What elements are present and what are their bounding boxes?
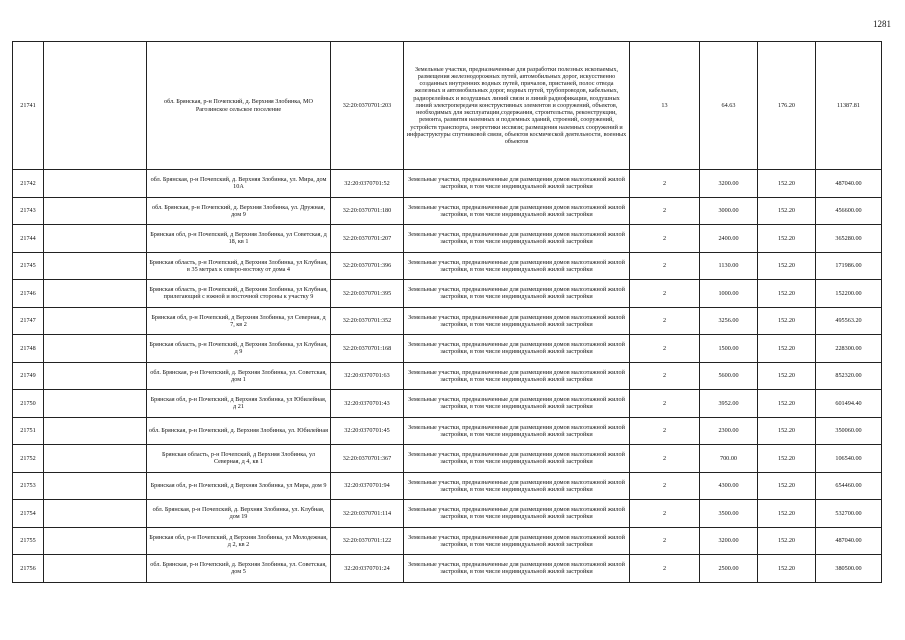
blank-cell [44, 390, 147, 418]
land-use-cell: Земельные участки, предназначенные для размещения домов малоэтажной жилой застройки, в том числе индивидуальной жилой застройки [404, 170, 630, 198]
area-cell: 64.63 [700, 42, 758, 170]
address-cell: обл. Брянская, р-н Почепский, д. Верхняя Злобинка, ул. Советская, дом 5 [147, 555, 331, 583]
land-use-cell: Земельные участки, предназначенные для размещения домов малоэтажной жилой застройки, в том числе индивидуальной жилой застройки [404, 555, 630, 583]
cadastral-value-cell: 228300.00 [816, 335, 882, 363]
table-row [13, 362, 882, 390]
cadastral-value-cell: 487040.00 [816, 170, 882, 198]
cadastral-value-cell: 106540.00 [816, 445, 882, 473]
cadastral-number-cell: 32:20:0370701:168 [331, 335, 404, 363]
rate-cell: 152.20 [758, 252, 816, 280]
rate-cell: 152.20 [758, 197, 816, 225]
blank-cell [44, 472, 147, 500]
area-cell: 1130.00 [700, 252, 758, 280]
use-code-cell: 2 [630, 225, 700, 253]
table-row [13, 390, 882, 418]
cadastral-number-cell: 32:20:0370701:203 [331, 42, 404, 170]
cadastral-value-cell: 532700.00 [816, 500, 882, 528]
area-cell: 3200.00 [700, 527, 758, 555]
cadastral-number-cell: 32:20:0370701:352 [331, 307, 404, 335]
cadastral-number-cell: 32:20:0370701:122 [331, 527, 404, 555]
use-code-cell: 2 [630, 362, 700, 390]
address-cell: Брянская обл, р-н Почепский, д Верхняя Злобинка, ул Молодежная, д 2, кв 2 [147, 527, 331, 555]
table-row [13, 445, 882, 473]
cadastral-number-cell: 32:20:0370701:24 [331, 555, 404, 583]
row-number-cell: 21741 [13, 42, 44, 170]
blank-cell [44, 197, 147, 225]
blank-cell [44, 417, 147, 445]
rate-cell: 152.20 [758, 500, 816, 528]
blank-cell [44, 307, 147, 335]
cadastral-number-cell: 32:20:0370701:396 [331, 252, 404, 280]
cadastral-value-cell: 11387.81 [816, 42, 882, 170]
address-cell: обл. Брянская, р-н Почепский, д. Верхняя Злобинка, ул. Клубная, дом 19 [147, 500, 331, 528]
cadastral-number-cell: 32:20:0370701:367 [331, 445, 404, 473]
use-code-cell: 2 [630, 472, 700, 500]
row-number-cell: 21746 [13, 280, 44, 308]
cadastral-value-cell: 852320.00 [816, 362, 882, 390]
cadastral-value-cell: 171986.00 [816, 252, 882, 280]
rate-cell: 152.20 [758, 417, 816, 445]
table-row [13, 417, 882, 445]
blank-cell [44, 225, 147, 253]
cadastral-number-cell: 32:20:0370701:43 [331, 390, 404, 418]
table-row [13, 527, 882, 555]
row-number-cell: 21751 [13, 417, 44, 445]
cadastral-number-cell: 32:20:0370701:114 [331, 500, 404, 528]
address-cell: обл. Брянская, р-н Почепский, д. Верхняя Злобинка, ул. Мира, дом 10А [147, 170, 331, 198]
table-row [13, 170, 882, 198]
use-code-cell: 2 [630, 527, 700, 555]
row-number-cell: 21752 [13, 445, 44, 473]
land-use-cell: Земельные участки, предназначенные для размещения домов малоэтажной жилой застройки, в том числе индивидуальной жилой застройки [404, 527, 630, 555]
row-number-cell: 21755 [13, 527, 44, 555]
table-row [13, 472, 882, 500]
blank-cell [44, 42, 147, 170]
area-cell: 2400.00 [700, 225, 758, 253]
rate-cell: 152.20 [758, 362, 816, 390]
rate-cell: 152.20 [758, 445, 816, 473]
row-number-cell: 21743 [13, 197, 44, 225]
address-cell: Брянская область, р-н Почепский, д Верхняя Злобинка, ул Клубная, прилегающий с южной и восточной стороны к участку 9 [147, 280, 331, 308]
rate-cell: 152.20 [758, 307, 816, 335]
rate-cell: 152.20 [758, 555, 816, 583]
cadastral-number-cell: 32:20:0370701:180 [331, 197, 404, 225]
table-row [13, 500, 882, 528]
address-cell: обл. Брянская, р-н Почепский, д. Верхняя Злобинка, ул. Юбилейная [147, 417, 331, 445]
use-code-cell: 2 [630, 197, 700, 225]
area-cell: 3000.00 [700, 197, 758, 225]
table-row [13, 280, 882, 308]
row-number-cell: 21754 [13, 500, 44, 528]
use-code-cell: 2 [630, 417, 700, 445]
address-cell: Брянская область, р-н Почепский, д Верхняя Злобинка, ул Клубная, д 9 [147, 335, 331, 363]
cadastral-number-cell: 32:20:0370701:52 [331, 170, 404, 198]
blank-cell [44, 280, 147, 308]
cadastral-value-cell: 380500.00 [816, 555, 882, 583]
use-code-cell: 2 [630, 335, 700, 363]
land-use-cell: Земельные участки, предназначенные для размещения домов малоэтажной жилой застройки, в том числе индивидуальной жилой застройки [404, 225, 630, 253]
cadastral-value-cell: 152200.00 [816, 280, 882, 308]
land-use-cell: Земельные участки, предназначенные для размещения домов малоэтажной жилой застройки, в том числе индивидуальной жилой застройки [404, 472, 630, 500]
blank-cell [44, 362, 147, 390]
table-row [13, 307, 882, 335]
land-use-cell: Земельные участки, предназначенные для размещения домов малоэтажной жилой застройки, в том числе индивидуальной жилой застройки [404, 362, 630, 390]
area-cell: 3200.00 [700, 170, 758, 198]
use-code-cell: 2 [630, 390, 700, 418]
land-use-cell: Земельные участки, предназначенные для размещения домов малоэтажной жилой застройки, в том числе индивидуальной жилой застройки [404, 500, 630, 528]
land-use-cell: Земельные участки, предназначенные для размещения домов малоэтажной жилой застройки, в том числе индивидуальной жилой застройки [404, 335, 630, 363]
table-row [13, 42, 882, 170]
row-number-cell: 21748 [13, 335, 44, 363]
use-code-cell: 2 [630, 445, 700, 473]
cadastral-value-cell: 456600.00 [816, 197, 882, 225]
row-number-cell: 21753 [13, 472, 44, 500]
rate-cell: 152.20 [758, 390, 816, 418]
land-use-cell: Земельные участки, предназначенные для размещения домов малоэтажной жилой застройки, в том числе индивидуальной жилой застройки [404, 390, 630, 418]
area-cell: 2300.00 [700, 417, 758, 445]
use-code-cell: 2 [630, 252, 700, 280]
cadastral-number-cell: 32:20:0370701:395 [331, 280, 404, 308]
area-cell: 3500.00 [700, 500, 758, 528]
address-cell: Брянская обл, р-н Почепский, д Верхняя Злобинка, ул Советская, д 18, кв 1 [147, 225, 331, 253]
cadastral-value-cell: 495563.20 [816, 307, 882, 335]
address-cell: Брянская область, р-н Почепский, д Верхняя Злобинка, ул Северная, д 4, кв 1 [147, 445, 331, 473]
address-cell: обл. Брянская, р-н Почепский, д. Верхняя Злобинка, ул. Советская, дом 1 [147, 362, 331, 390]
row-number-cell: 21747 [13, 307, 44, 335]
cadastral-value-cell: 654460.00 [816, 472, 882, 500]
land-registry-table [12, 41, 882, 583]
cadastral-number-cell: 32:20:0370701:63 [331, 362, 404, 390]
cadastral-value-cell: 601494.40 [816, 390, 882, 418]
table-row [13, 197, 882, 225]
land-use-cell: Земельные участки, предназначенные для размещения домов малоэтажной жилой застройки, в том числе индивидуальной жилой застройки [404, 197, 630, 225]
address-cell: обл. Брянская, р-н Почепский, д. Верхняя Злобинка, ул. Дружная, дом 9 [147, 197, 331, 225]
cadastral-value-cell: 487040.00 [816, 527, 882, 555]
cadastral-number-cell: 32:20:0370701:45 [331, 417, 404, 445]
rate-cell: 176.20 [758, 42, 816, 170]
blank-cell [44, 335, 147, 363]
cadastral-value-cell: 365280.00 [816, 225, 882, 253]
row-number-cell: 21750 [13, 390, 44, 418]
cadastral-number-cell: 32:20:0370701:207 [331, 225, 404, 253]
row-number-cell: 21744 [13, 225, 44, 253]
rate-cell: 152.20 [758, 472, 816, 500]
page-number: 1281 [873, 19, 891, 29]
row-number-cell: 21756 [13, 555, 44, 583]
rate-cell: 152.20 [758, 527, 816, 555]
address-cell: Брянская обл, р-н Почепский, д Верхняя Злобинка, ул Юбилейная, д 21 [147, 390, 331, 418]
table-row [13, 252, 882, 280]
use-code-cell: 2 [630, 170, 700, 198]
blank-cell [44, 445, 147, 473]
blank-cell [44, 527, 147, 555]
rate-cell: 152.20 [758, 170, 816, 198]
row-number-cell: 21745 [13, 252, 44, 280]
area-cell: 3256.00 [700, 307, 758, 335]
area-cell: 1500.00 [700, 335, 758, 363]
blank-cell [44, 170, 147, 198]
rate-cell: 152.20 [758, 225, 816, 253]
table-row [13, 335, 882, 363]
area-cell: 1000.00 [700, 280, 758, 308]
use-code-cell: 13 [630, 42, 700, 170]
area-cell: 700.00 [700, 445, 758, 473]
row-number-cell: 21742 [13, 170, 44, 198]
rate-cell: 152.20 [758, 280, 816, 308]
use-code-cell: 2 [630, 307, 700, 335]
use-code-cell: 2 [630, 500, 700, 528]
blank-cell [44, 500, 147, 528]
row-number-cell: 21749 [13, 362, 44, 390]
area-cell: 4300.00 [700, 472, 758, 500]
address-cell: Брянская обл, р-н Почепский, д Верхняя Злобинка, ул Мира, дом 9 [147, 472, 331, 500]
blank-cell [44, 252, 147, 280]
address-cell: обл. Брянская, р-н Почепский, д. Верхняя Злобинка, МО Рагозинское сельское поселение [147, 42, 331, 170]
area-cell: 5600.00 [700, 362, 758, 390]
land-use-cell: Земельные участки, предназначенные для размещения домов малоэтажной жилой застройки, в том числе индивидуальной жилой застройки [404, 280, 630, 308]
use-code-cell: 2 [630, 280, 700, 308]
land-use-cell: Земельные участки, предназначенные для разработки полезных ископаемых, размещения железнодорожных путей, автомобильных дорог, искусственно созданных внутренних водных путей, причалов, пристаней, полос отвода железных и автомобильных дорог, водных путей, трубопроводов, кабельных, радиорелейных и воздушных линий связи и линий радиофикации, воздушных линий электропередачи конструктивных элементов и сооружений, объектов, необходимых для эксплуатации,содержания, строительства, реконструкции, ремонта, развития наземных и подземных зданий, строений, сооружений, устройств транспорта, энергетики иссвязи; размещения наземных сооружений и инфраструктуры спутниковой связи, объектов космической деятельности, военных объектов [404, 42, 630, 170]
blank-cell [44, 555, 147, 583]
land-use-cell: Земельные участки, предназначенные для размещения домов малоэтажной жилой застройки, в том числе индивидуальной жилой застройки [404, 307, 630, 335]
land-use-cell: Земельные участки, предназначенные для размещения домов малоэтажной жилой застройки, в том числе индивидуальной жилой застройки [404, 252, 630, 280]
table-row [13, 225, 882, 253]
table-row [13, 555, 882, 583]
address-cell: Брянская область, р-н Почепский, д Верхняя Злобинка, ул Клубная, в 35 метрах к северо-востоку от дома 4 [147, 252, 331, 280]
land-use-cell: Земельные участки, предназначенные для размещения домов малоэтажной жилой застройки, в том числе индивидуальной жилой застройки [404, 417, 630, 445]
land-use-cell: Земельные участки, предназначенные для размещения домов малоэтажной жилой застройки, в том числе индивидуальной жилой застройки [404, 445, 630, 473]
cadastral-number-cell: 32:20:0370701:94 [331, 472, 404, 500]
cadastral-value-cell: 350060.00 [816, 417, 882, 445]
area-cell: 2500.00 [700, 555, 758, 583]
use-code-cell: 2 [630, 555, 700, 583]
area-cell: 3952.00 [700, 390, 758, 418]
address-cell: Брянская обл, р-н Почепский, д Верхняя Злобинка, ул Северная, д 7, кв 2 [147, 307, 331, 335]
rate-cell: 152.20 [758, 335, 816, 363]
